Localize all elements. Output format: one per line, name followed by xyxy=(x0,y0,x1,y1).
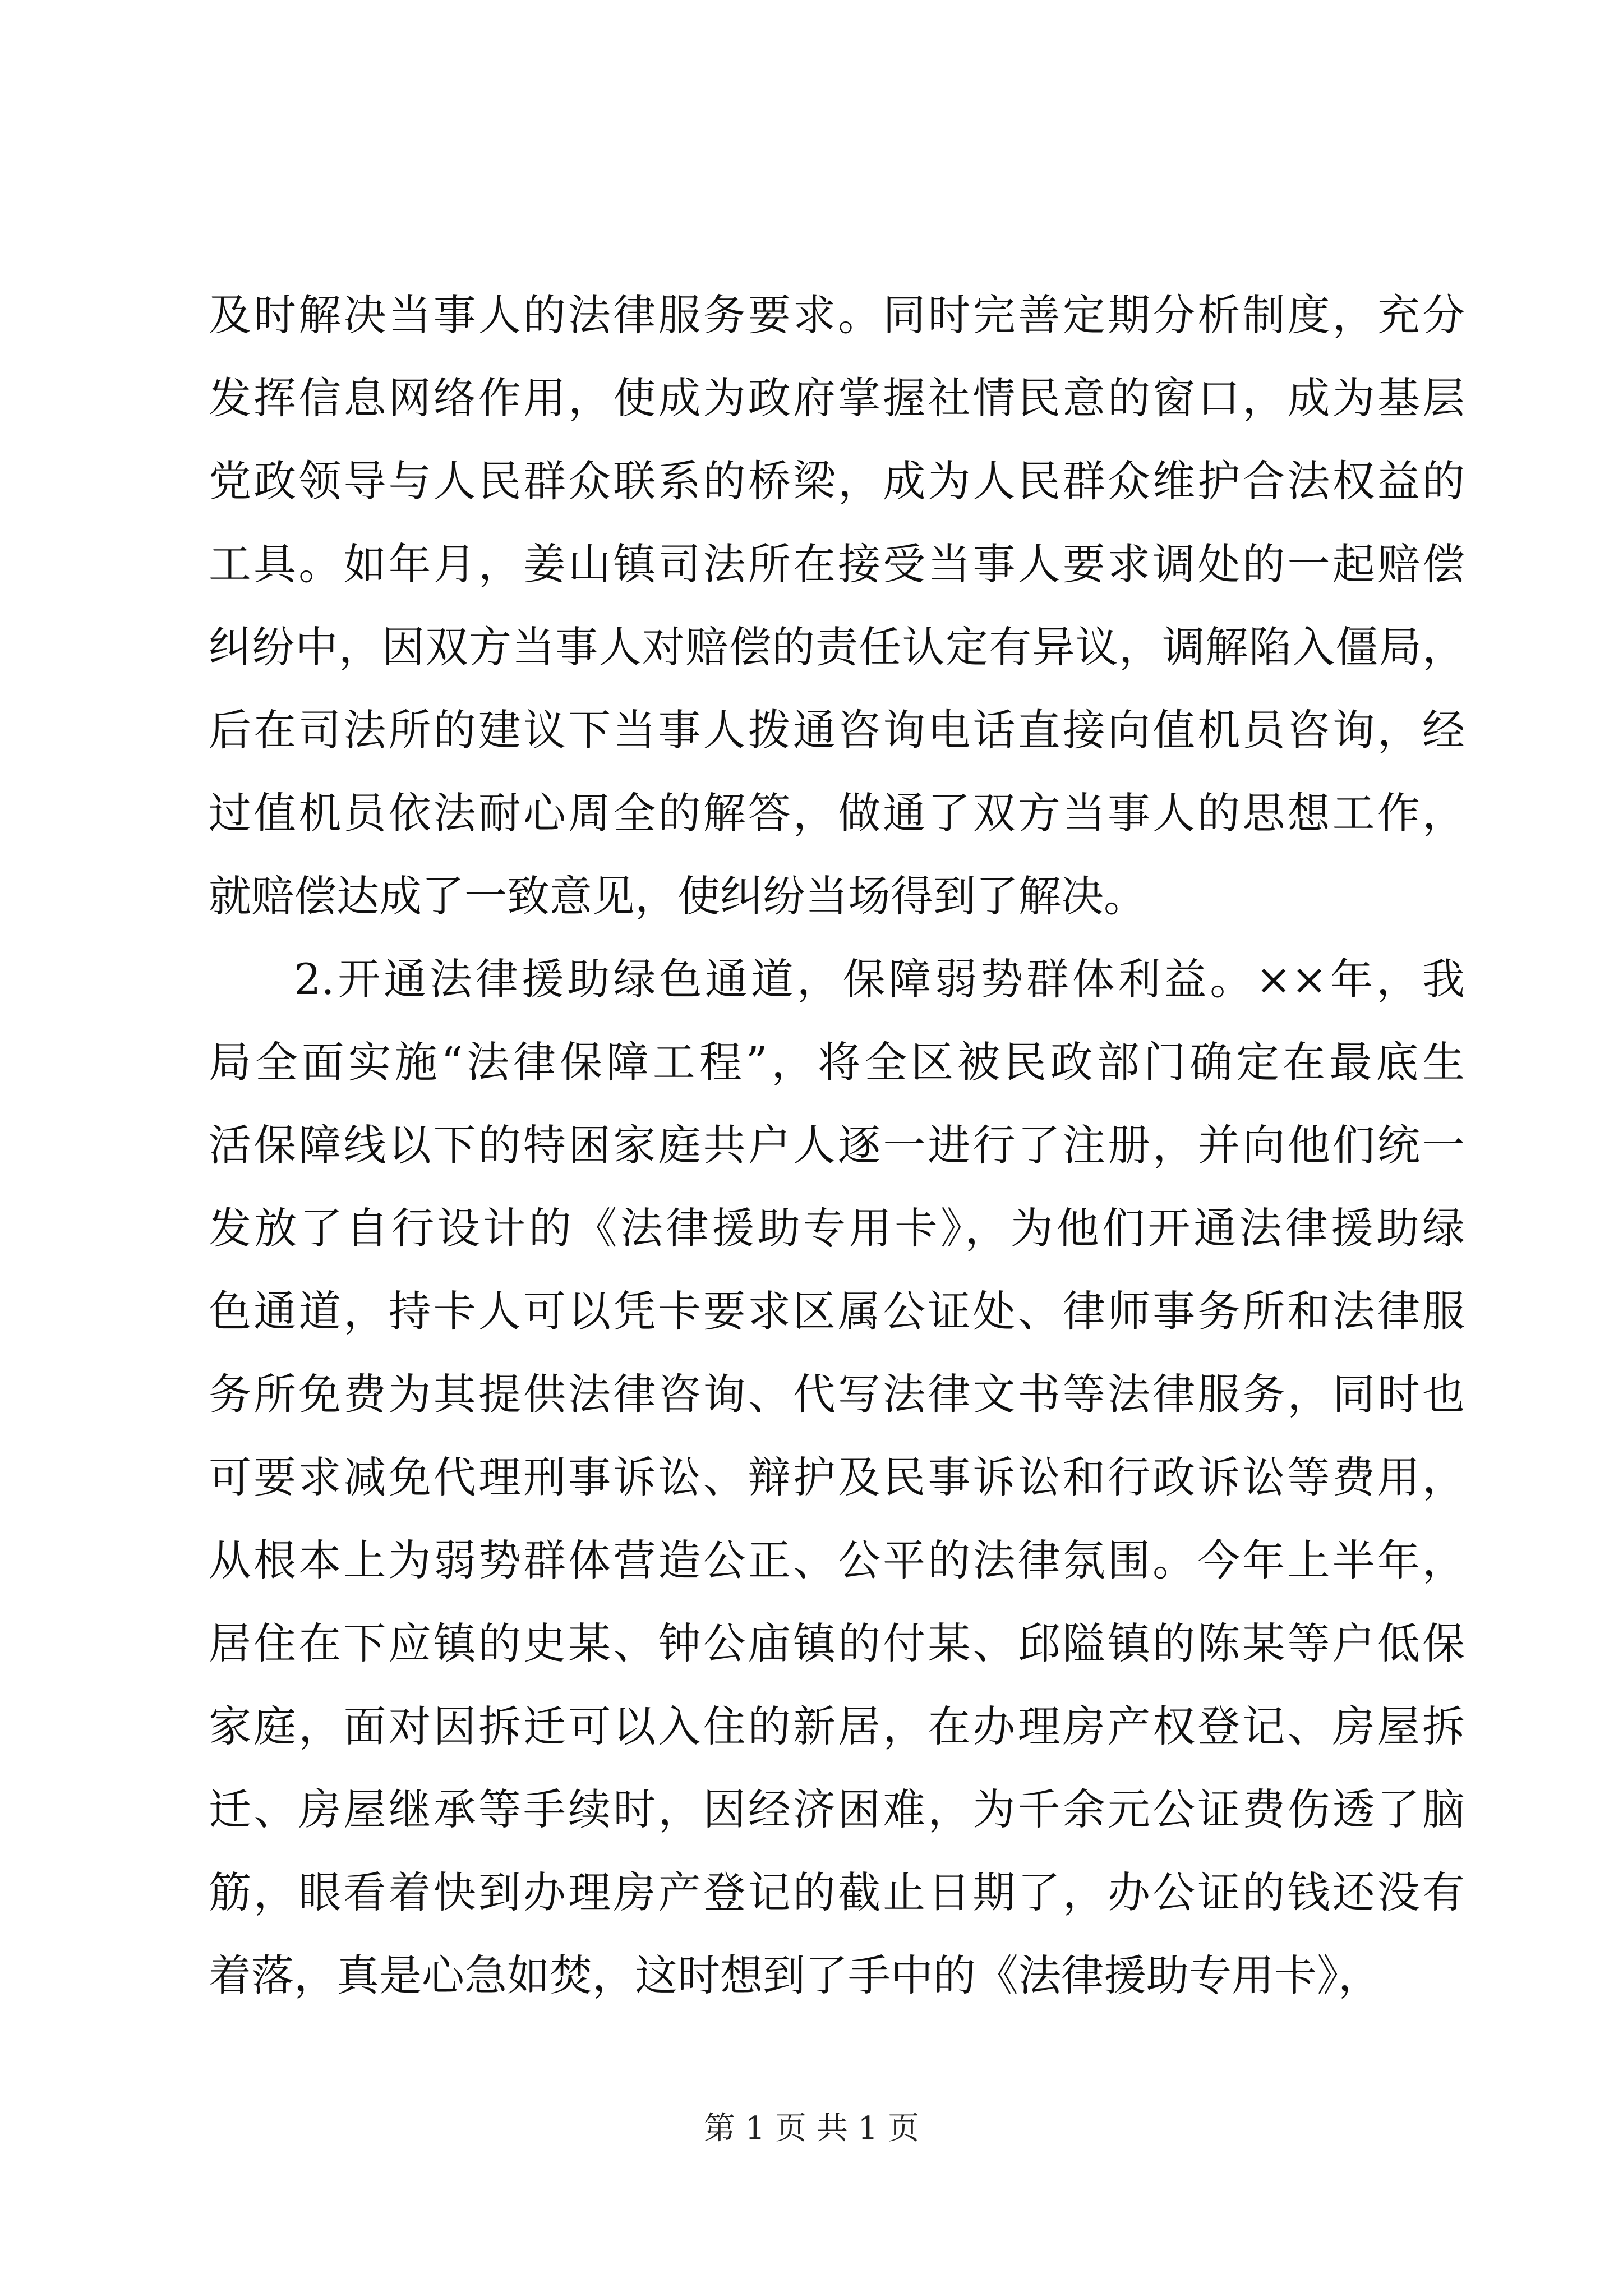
page-footer xyxy=(0,2104,1623,2148)
paragraph-2-line: 发放了自行设计的《法律援助专用卡》，为他们开通法律援助绿 xyxy=(209,1203,1465,1253)
paragraph-1-line: 工具。如年月，姜山镇司法所在接受当事人要求调处的一起赔偿 xyxy=(209,539,1465,589)
paragraph-2-line: 迁、房屋继承等手续时，因经济困难，为千余元公证费伤透了脑 xyxy=(209,1784,1465,1834)
paragraph-2-line: 局全面实施“法律保障工程”，将全区被民政部门确定在最底生 xyxy=(209,1037,1465,1087)
document-body xyxy=(209,274,1465,2017)
paragraph-1-line: 发挥信息网络作用，使成为政府掌握社情民意的窗口，成为基层 xyxy=(209,373,1465,423)
paragraph-2-line: 居住在下应镇的史某、钟公庙镇的付某、邱隘镇的陈某等户低保 xyxy=(209,1618,1465,1668)
paragraph-1-line: 及时解决当事人的法律服务要求。同时完善定期分析制度，充分 xyxy=(209,290,1465,340)
paragraph-1-line: 纠纷中，因双方当事人对赔偿的责任认定有异议，调解陷入僵局， xyxy=(209,622,1465,672)
page-number-label: 第 1 页 共 1 页 xyxy=(703,2110,920,2147)
paragraph-2-line: 可要求减免代理刑事诉讼、辩护及民事诉讼和行政诉讼等费用， xyxy=(209,1452,1465,1502)
paragraph-1-line: 后在司法所的建议下当事人拨通咨询电话直接向值机员咨询，经 xyxy=(209,705,1465,755)
paragraph-2-line: 从根本上为弱势群体营造公正、公平的法律氛围。今年上半年， xyxy=(209,1535,1465,1585)
paragraph-1-line: 过值机员依法耐心周全的解答，做通了双方当事人的思想工作， xyxy=(209,788,1465,838)
paragraph-2-line: 2.开通法律援助绿色通道，保障弱势群体利益。××年，我 xyxy=(294,954,1465,1004)
paragraph-1-line: 就赔偿达成了一致意见，使纠纷当场得到了解决。 xyxy=(209,871,1146,921)
paragraph-2-line: 色通道，持卡人可以凭卡要求区属公证处、律师事务所和法律服 xyxy=(209,1286,1465,1336)
paragraph-1-line: 党政领导与人民群众联系的桥梁，成为人民群众维护合法权益的 xyxy=(209,456,1465,506)
paragraph-2-line: 家庭，面对因拆迁可以入住的新居，在办理房产权登记、房屋拆 xyxy=(209,1701,1465,1751)
paragraph-2-line: 筋，眼看着快到办理房产登记的截止日期了，办公证的钱还没有 xyxy=(209,1867,1465,1917)
paragraph-2-line: 着落，真是心急如焚，这时想到了手中的《法律援助专用卡》， xyxy=(209,1950,1381,2000)
paragraph-2-line: 务所免费为其提供法律咨询、代写法律文书等法律服务，同时也 xyxy=(209,1369,1465,1419)
paragraph-2-line: 活保障线以下的特困家庭共户人逐一进行了注册，并向他们统一 xyxy=(209,1120,1465,1170)
